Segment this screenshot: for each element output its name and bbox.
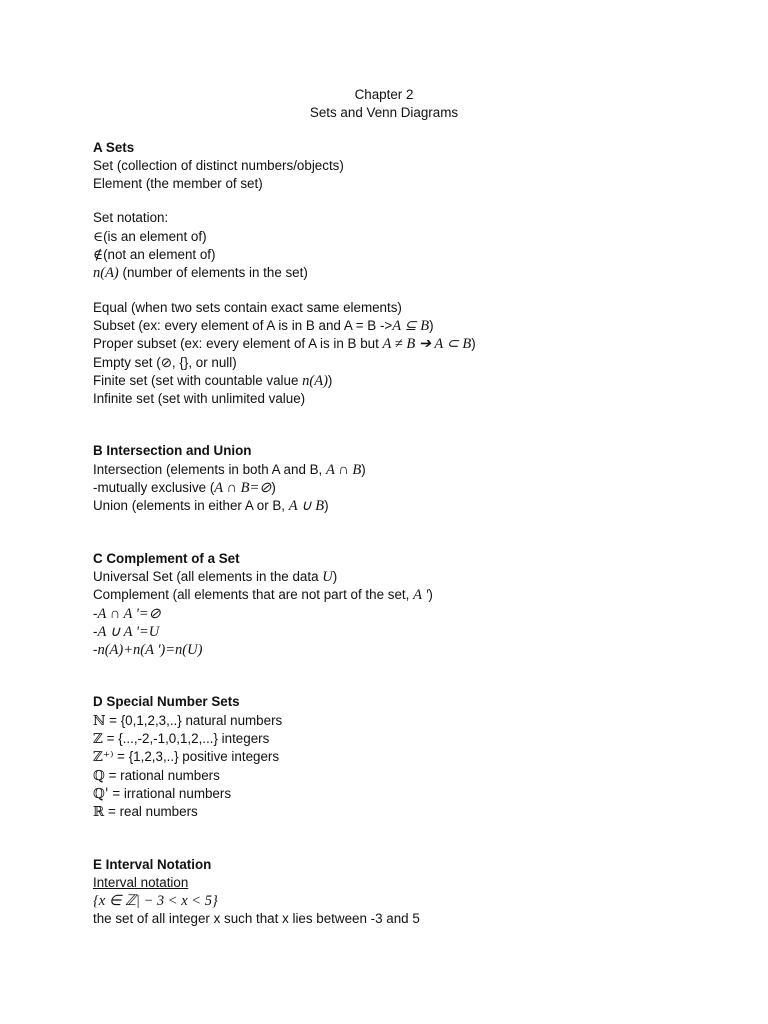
cardinality-text: (number of elements in the set) — [118, 265, 308, 281]
union-definition — [93, 497, 693, 515]
set-definition: Set (collection of distinct numbers/objects) — [93, 157, 344, 173]
number-set-natural — [93, 712, 693, 730]
number-set-irrational — [93, 785, 693, 803]
element-of-line — [93, 228, 693, 246]
set-notation-title: Set notation: — [93, 210, 169, 226]
finite-set-text: Finite set (set with countable value — [93, 372, 303, 388]
mutually-exclusive-text: -mutually exclusive ( — [93, 480, 215, 496]
element-definition: Element (the member of set) — [93, 176, 263, 192]
universal-set-math: U — [322, 568, 333, 585]
finite-set-definition — [93, 372, 693, 390]
cardinality-symbol: n(A) — [93, 265, 119, 282]
cardinality-line — [93, 264, 693, 282]
complement-text: Complement (all elements that are not part of the set, — [93, 587, 414, 603]
subset-close: ) — [429, 317, 434, 333]
rule-prefix: - — [93, 642, 98, 658]
mutually-exclusive-close: ) — [271, 480, 276, 496]
number-set-real — [93, 803, 693, 821]
section-e-heading: E Interval Notation — [93, 856, 212, 872]
number-set-rational — [93, 767, 693, 785]
chapter-title: Chapter 2 — [354, 87, 414, 102]
complement-close: ) — [428, 587, 433, 603]
rule-prefix: - — [93, 623, 98, 639]
subset-text: Subset (ex: every element of A is in B and A = B -> — [93, 317, 393, 333]
section-b-heading: B Intersection and Union — [93, 443, 252, 459]
number-set-text: = {1,2,3,..} positive integers — [113, 749, 280, 765]
interval-notation-subheading: Interval notation — [93, 874, 189, 890]
element-of-symbol: ∈ — [93, 228, 104, 245]
complement-rule-union — [93, 623, 693, 641]
proper-subset-definition — [93, 335, 693, 353]
section-a-heading: A Sets — [93, 139, 135, 155]
equal-definition: Equal (when two sets contain exact same elements) — [93, 299, 402, 315]
irrational-numbers-symbol: ℚ' — [93, 785, 109, 802]
number-set-integers — [93, 730, 693, 748]
not-element-of-line — [93, 246, 693, 264]
complement-rule-count — [93, 641, 693, 659]
number-set-text: = {0,1,2,3,..} natural numbers — [105, 712, 283, 728]
integers-symbol: ℤ — [93, 731, 103, 748]
rule-math: A ∩ A '=⊘ — [97, 605, 161, 622]
intersection-close: ) — [361, 461, 366, 477]
chapter-subtitle: Sets and Venn Diagrams — [309, 105, 459, 121]
interval-example — [93, 892, 693, 910]
number-set-text: = {...,-2,-1,0,1,2,...} integers — [102, 731, 270, 747]
interval-example-math: {x ∈ ℤ| − 3 < x < 5} — [93, 893, 218, 910]
universal-set-definition — [93, 568, 693, 586]
number-set-text: = rational numbers — [104, 767, 220, 783]
rational-numbers-symbol: ℚ — [93, 767, 105, 784]
subset-math: A ⊆ B — [392, 317, 430, 334]
interval-description: the set of all integer x such that x lies between -3 and 5 — [93, 911, 420, 927]
rule-prefix: - — [93, 605, 98, 621]
proper-subset-text: Proper subset (ex: every element of A is in B but — [93, 336, 383, 352]
not-element-of-symbol: ∉ — [93, 247, 104, 264]
not-element-of-text: (not an element of) — [103, 247, 216, 263]
natural-numbers-symbol: ℕ — [93, 712, 106, 729]
document-page — [93, 86, 693, 929]
intersection-text: Intersection (elements in both A and B, — [93, 461, 326, 477]
section-d-heading: D Special Number Sets — [93, 694, 240, 710]
element-of-text: (is an element of) — [103, 228, 207, 244]
number-set-text: = irrational numbers — [108, 785, 232, 801]
subset-definition — [93, 317, 693, 335]
union-text: Union (elements in either A or B, — [93, 498, 289, 514]
proper-subset-close: ) — [471, 336, 476, 352]
section-c-heading: C Complement of a Set — [93, 550, 240, 566]
complement-rule-intersection — [93, 605, 693, 623]
universal-set-close: ) — [332, 568, 338, 584]
empty-set-definition: Empty set (⊘, {}, or null) — [93, 354, 237, 370]
rule-math: A ∪ A '=U — [97, 623, 160, 640]
rule-math: n(A)+n(A ')=n(U) — [97, 642, 203, 659]
union-math: A ∪ B — [288, 498, 325, 515]
proper-subset-math: A ≠ B ➔ A ⊂ B — [382, 336, 472, 353]
intersection-math: A ∩ B — [326, 461, 362, 478]
intersection-definition — [93, 461, 693, 479]
complement-definition — [93, 586, 693, 604]
infinite-set-definition: Infinite set (set with unlimited value) — [93, 391, 306, 407]
mutually-exclusive-math: A ∩ B=⊘ — [214, 480, 272, 497]
finite-set-close: ) — [327, 372, 333, 388]
mutually-exclusive-definition — [93, 479, 693, 497]
finite-set-math: n(A) — [302, 372, 328, 389]
union-close: ) — [324, 498, 329, 514]
positive-integers-symbol: ℤ⁺⁾ — [93, 749, 114, 766]
number-set-positive-integers — [93, 748, 693, 766]
real-numbers-symbol: ℝ — [93, 804, 105, 821]
complement-math: A ' — [413, 587, 429, 604]
number-set-text: = real numbers — [104, 804, 198, 820]
universal-set-text: Universal Set (all elements in the data — [93, 568, 323, 584]
